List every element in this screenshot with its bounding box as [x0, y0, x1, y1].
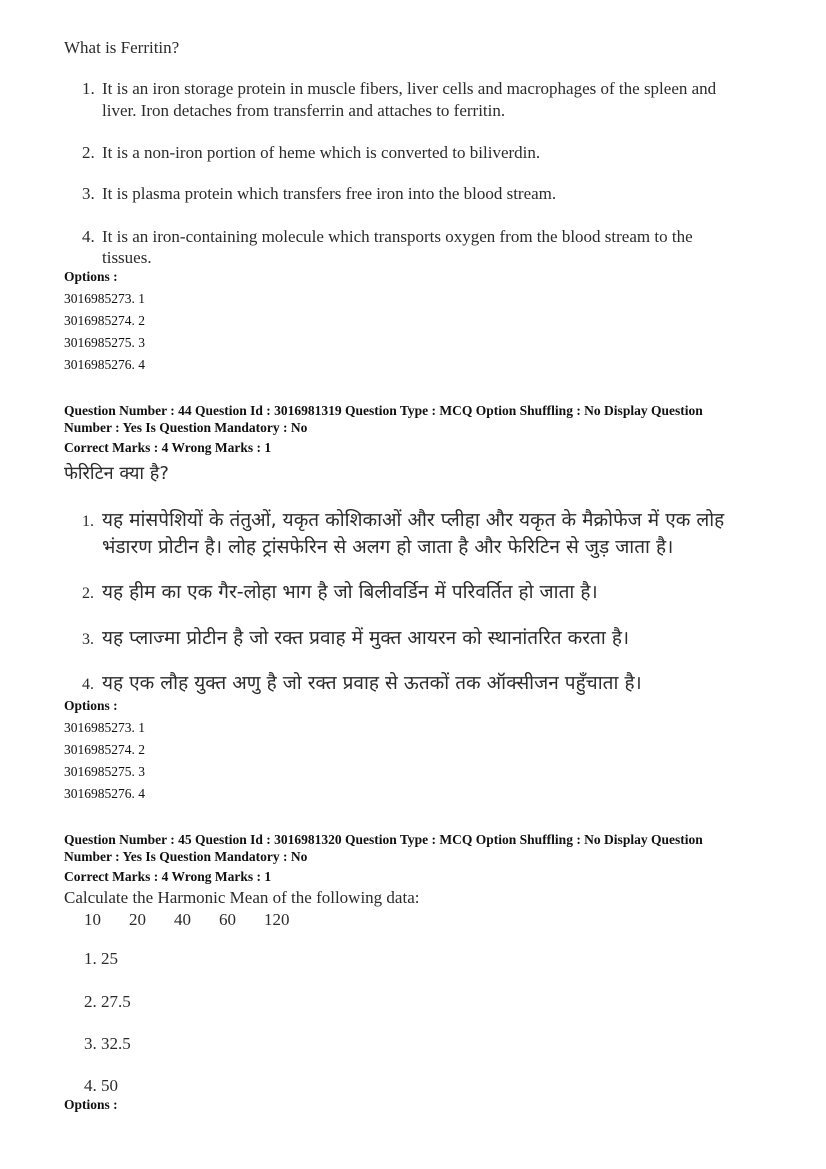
- option-text-line1: यह मांसपेशियों के तंतुओं, यकृत कोशिकाओं और प्लीहा और यकृत के मैक्रोफेज में एक लोह: [102, 509, 725, 531]
- option-number: 1.: [82, 513, 94, 530]
- option-1: [84, 949, 118, 969]
- data-value: 60: [219, 910, 236, 929]
- option-number: 4.: [82, 227, 95, 246]
- option-text: 32.5: [101, 1034, 131, 1053]
- option-3: [84, 1034, 131, 1054]
- option-text: It is a non-iron portion of heme which is converted to biliverdin.: [102, 143, 541, 162]
- option-number: 2.: [82, 143, 95, 162]
- option-text: यह एक लौह युक्त अणु है जो रक्त प्रवाह से ऊतकों तक ऑक्सीजन पहुँचाता है।: [102, 672, 642, 694]
- option-number: 2.: [84, 992, 97, 1011]
- question-header-line2: Number : Yes Is Question Mandatory : No: [64, 849, 308, 864]
- option-3: [82, 184, 556, 204]
- options-label: Options :: [64, 1097, 118, 1112]
- question-text: फेरिटिन क्या है?: [64, 463, 169, 484]
- option-2: [82, 578, 598, 604]
- option-3: [82, 624, 629, 650]
- option-number: 3.: [82, 631, 94, 648]
- question-header-line2: Number : Yes Is Question Mandatory : No: [64, 420, 308, 435]
- question-header: Question Number : 44 Question Id : 3016981319 Question Type : MCQ Option Shuffling : No Display Question: [64, 403, 703, 418]
- option-text: 50: [101, 1076, 118, 1095]
- option-text-line1: It is an iron storage protein in muscle fibers, liver cells and macrophages of the spleen and: [102, 79, 717, 98]
- option-4: [82, 227, 693, 247]
- data-value: 10: [84, 910, 101, 929]
- option-1: [82, 79, 716, 99]
- option-2: [84, 992, 131, 1012]
- option-1-line2: liver. Iron detaches from transferrin and attaches to ferritin.: [102, 101, 506, 120]
- option-1: [82, 506, 724, 532]
- question-text: What is Ferritin?: [64, 38, 180, 57]
- option-id: 3016985275. 3: [64, 335, 145, 350]
- option-number: 2.: [82, 585, 94, 602]
- option-id: 3016985273. 1: [64, 291, 145, 306]
- option-id: 3016985273. 1: [64, 720, 145, 735]
- option-number: 4.: [84, 1076, 97, 1095]
- option-text: It is plasma protein which transfers free iron into the blood stream.: [102, 184, 557, 203]
- option-4: [84, 1076, 118, 1096]
- option-1-line2: भंडारण प्रोटीन है। लोह ट्रांसफेरिन से अलग हो जाता है और फेरिटिन से जुड़ जाता है।: [102, 536, 674, 558]
- option-number: 4.: [82, 676, 94, 693]
- option-4-line2: tissues.: [102, 248, 152, 267]
- question-text: Calculate the Harmonic Mean of the following data:: [64, 888, 420, 907]
- option-number: 3.: [82, 184, 95, 203]
- option-id: 3016985276. 4: [64, 357, 145, 372]
- option-id: 3016985275. 3: [64, 764, 145, 779]
- option-text: 25: [101, 949, 118, 968]
- option-number: 3.: [84, 1034, 97, 1053]
- data-value: 40: [174, 910, 191, 929]
- option-id: 3016985274. 2: [64, 313, 145, 328]
- marks-line: Correct Marks : 4 Wrong Marks : 1: [64, 869, 272, 884]
- option-text-line1: It is an iron-containing molecule which transports oxygen from the blood stream to the: [102, 227, 693, 246]
- option-id: 3016985274. 2: [64, 742, 145, 757]
- data-values-row: [84, 910, 318, 930]
- option-2: [82, 143, 540, 163]
- option-number: 1.: [82, 79, 95, 98]
- question-header: Question Number : 45 Question Id : 3016981320 Question Type : MCQ Option Shuffling : No Display Question: [64, 832, 703, 847]
- data-value: 20: [129, 910, 146, 929]
- option-text: यह प्लाज्मा प्रोटीन है जो रक्त प्रवाह में मुक्त आयरन को स्थानांतरित करता है।: [102, 627, 630, 649]
- marks-line: Correct Marks : 4 Wrong Marks : 1: [64, 440, 272, 455]
- option-number: 1.: [84, 949, 97, 968]
- options-label: Options :: [64, 698, 118, 713]
- option-text: यह हीम का एक गैर-लोहा भाग है जो बिलीवर्डिन में परिवर्तित हो जाता है।: [102, 581, 598, 603]
- option-id: 3016985276. 4: [64, 786, 145, 801]
- options-label: Options :: [64, 269, 118, 284]
- option-4: [82, 669, 642, 695]
- data-value: 120: [264, 910, 290, 929]
- option-text: 27.5: [101, 992, 131, 1011]
